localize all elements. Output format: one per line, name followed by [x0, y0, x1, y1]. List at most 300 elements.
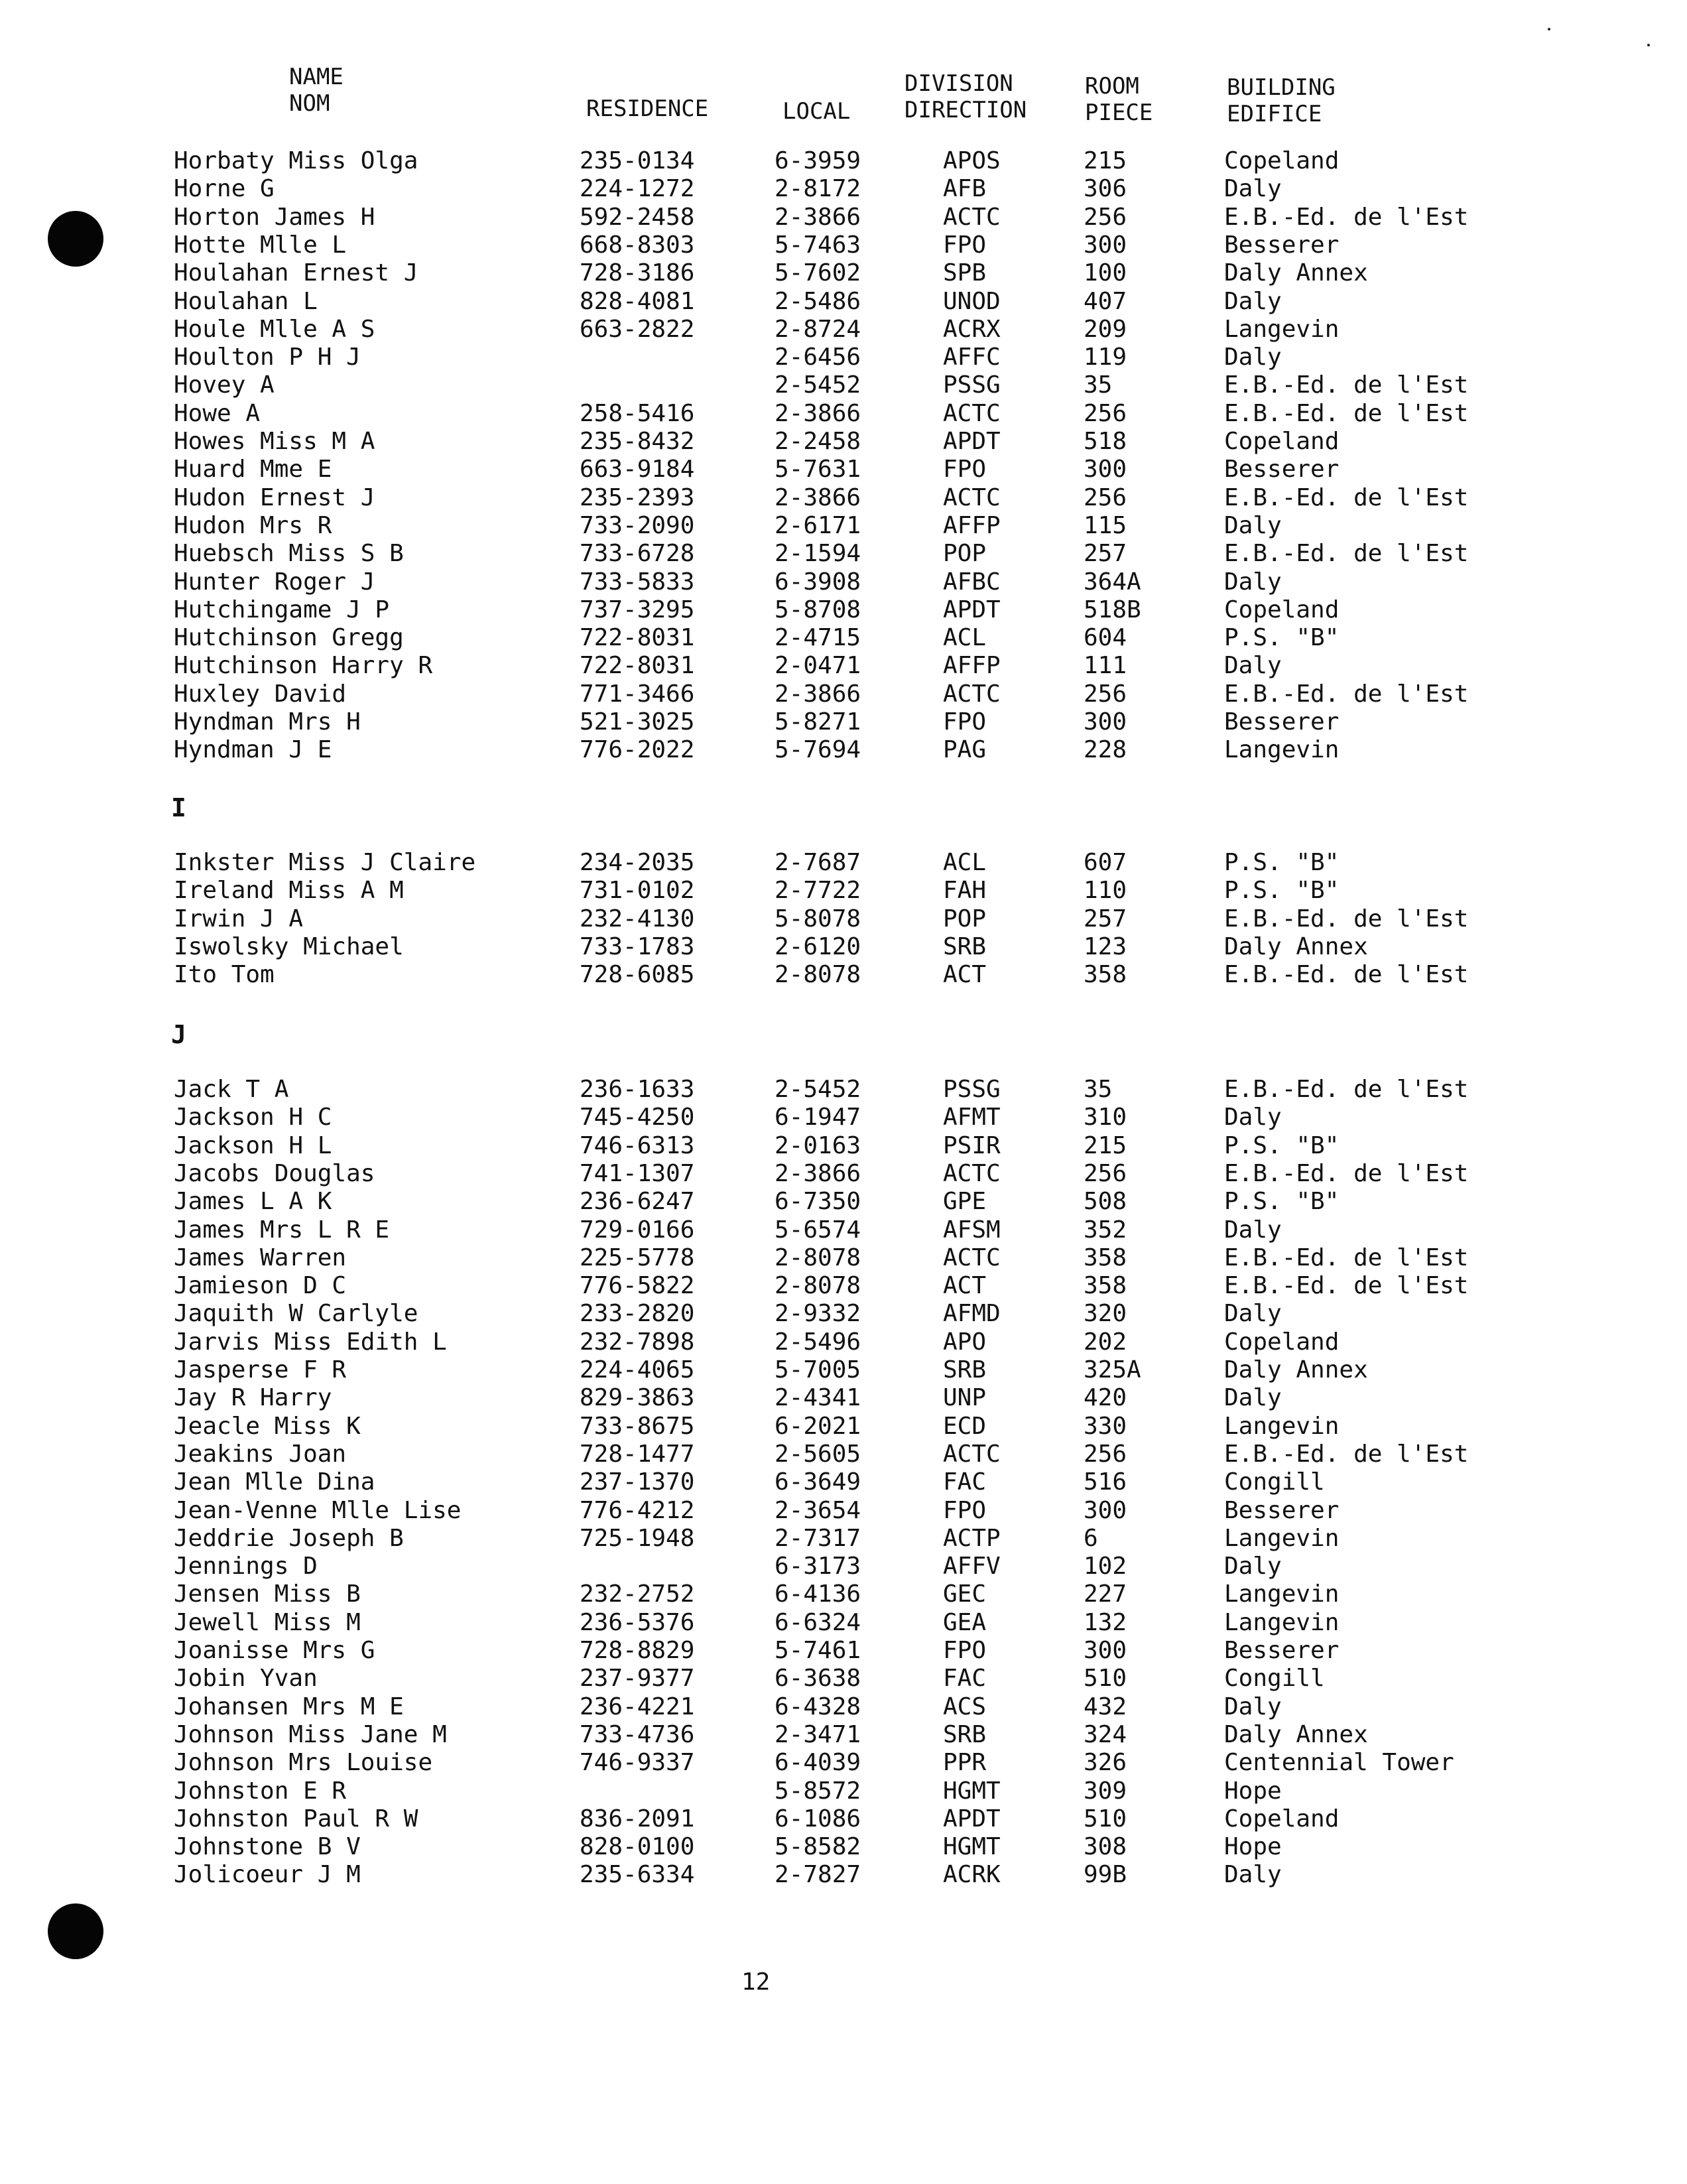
- header-building-line2: EDIFICE: [1227, 101, 1322, 127]
- cell-name: Johnston Paul R W: [174, 1805, 418, 1832]
- cell-room: 215: [1084, 1132, 1127, 1159]
- header-room-line2: PIECE: [1085, 99, 1153, 126]
- table-row: [0, 1637, 1687, 1665]
- cell-building: P.S. "B": [1224, 1132, 1340, 1159]
- cell-building: Copeland: [1224, 428, 1340, 455]
- cell-room: 228: [1084, 736, 1127, 763]
- cell-room: 256: [1084, 204, 1127, 231]
- cell-name: Howe A: [174, 400, 261, 427]
- cell-building: Centennial Tower: [1224, 1749, 1454, 1776]
- cell-local: 2-6120: [775, 933, 861, 960]
- cell-division: ACTC: [943, 1160, 1001, 1187]
- cell-division: FPO: [943, 1637, 987, 1664]
- cell-building: Daly: [1224, 175, 1282, 202]
- cell-division: APO: [943, 1328, 987, 1356]
- table-row: [0, 1244, 1687, 1272]
- cell-residence: 521-3025: [580, 708, 695, 736]
- cell-name: Horbaty Miss Olga: [174, 147, 418, 174]
- cell-name: Jean-Venne Mlle Lise: [174, 1497, 462, 1524]
- cell-name: Johnstone B V: [174, 1833, 361, 1860]
- cell-room: 510: [1084, 1805, 1127, 1832]
- cell-local: 5-7694: [775, 736, 861, 763]
- cell-building: Congill: [1224, 1468, 1325, 1496]
- cell-room: 604: [1084, 624, 1127, 651]
- cell-residence: 236-1633: [580, 1076, 695, 1103]
- cell-name: Howes Miss M A: [174, 428, 375, 455]
- cell-name: Jensen Miss B: [174, 1580, 361, 1608]
- cell-building: Daly Annex: [1224, 1721, 1368, 1748]
- cell-room: 306: [1084, 175, 1127, 202]
- table-row: [0, 147, 1687, 175]
- cell-local: 5-7631: [775, 456, 861, 483]
- cell-local: 5-8078: [775, 905, 861, 932]
- cell-division: AFFP: [943, 652, 1001, 679]
- cell-division: ACT: [943, 961, 987, 988]
- cell-division: AFBC: [943, 568, 1001, 596]
- cell-room: 300: [1084, 1497, 1127, 1524]
- table-row: [0, 1861, 1687, 1889]
- cell-name: Jackson H C: [174, 1104, 332, 1131]
- cell-name: Hovey A: [174, 371, 275, 399]
- cell-local: 5-8582: [775, 1833, 861, 1860]
- cell-building: Daly: [1224, 288, 1282, 315]
- table-row: [0, 1805, 1687, 1833]
- cell-name: Jobin Yvan: [174, 1665, 318, 1692]
- table-row: [0, 1272, 1687, 1300]
- header-building: [1227, 74, 1336, 127]
- cell-name: Jacobs Douglas: [174, 1160, 375, 1187]
- table-row: [0, 1468, 1687, 1496]
- header-residence-line1: RESIDENCE: [586, 96, 709, 122]
- cell-division: AFFV: [943, 1553, 1001, 1580]
- cell-room: 102: [1084, 1553, 1127, 1580]
- cell-division: GPE: [943, 1188, 987, 1215]
- cell-building: Daly: [1224, 1104, 1282, 1131]
- cell-division: ACL: [943, 624, 987, 651]
- cell-local: 2-5452: [775, 371, 861, 399]
- cell-room: 407: [1084, 288, 1127, 315]
- cell-building: Besserer: [1224, 1637, 1340, 1664]
- cell-room: 256: [1084, 484, 1127, 511]
- cell-room: 300: [1084, 456, 1127, 483]
- table-row: [0, 231, 1687, 259]
- cell-building: E.B.-Ed. de l'Est: [1224, 1244, 1469, 1271]
- cell-local: 5-7461: [775, 1637, 861, 1664]
- cell-building: Langevin: [1224, 1525, 1340, 1552]
- punch-hole-bottom: [48, 1903, 103, 1959]
- cell-name: Johnson Mrs Louise: [174, 1749, 433, 1776]
- table-row: [0, 933, 1687, 961]
- cell-division: FPO: [943, 1497, 987, 1524]
- cell-room: 99B: [1084, 1861, 1127, 1888]
- cell-name: Jeakins Joan: [174, 1441, 347, 1468]
- cell-local: 2-3471: [775, 1721, 861, 1748]
- cell-local: 2-8078: [775, 961, 861, 988]
- cell-room: 35: [1084, 1076, 1113, 1103]
- cell-building: Daly: [1224, 512, 1282, 539]
- cell-building: P.S. "B": [1224, 624, 1340, 651]
- speck: [1647, 44, 1650, 46]
- table-row: [0, 1609, 1687, 1637]
- cell-residence: 829-3863: [580, 1384, 695, 1411]
- cell-local: 2-5452: [775, 1076, 861, 1103]
- cell-local: 6-3649: [775, 1468, 861, 1496]
- cell-residence: 776-5822: [580, 1272, 695, 1299]
- cell-division: HGMT: [943, 1833, 1001, 1860]
- cell-room: 324: [1084, 1721, 1127, 1748]
- cell-building: E.B.-Ed. de l'Est: [1224, 905, 1469, 932]
- table-row: [0, 344, 1687, 371]
- cell-residence: 235-6334: [580, 1861, 695, 1888]
- cell-division: FPO: [943, 708, 987, 736]
- cell-room: 115: [1084, 512, 1127, 539]
- cell-building: Daly: [1224, 1216, 1282, 1244]
- cell-building: Daly: [1224, 1300, 1282, 1327]
- table-row: [0, 371, 1687, 399]
- cell-division: AFB: [943, 175, 987, 202]
- cell-room: 256: [1084, 1160, 1127, 1187]
- cell-local: 6-3638: [775, 1665, 861, 1692]
- table-row: [0, 512, 1687, 540]
- cell-building: Besserer: [1224, 1497, 1340, 1524]
- cell-local: 2-3866: [775, 204, 861, 231]
- cell-room: 256: [1084, 400, 1127, 427]
- cell-division: SRB: [943, 1356, 987, 1383]
- cell-division: ACT: [943, 1272, 987, 1299]
- cell-name: Jeddrie Joseph B: [174, 1525, 404, 1552]
- cell-name: Jarvis Miss Edith L: [174, 1328, 447, 1356]
- table-row: [0, 1833, 1687, 1861]
- cell-division: APOS: [943, 147, 1001, 174]
- cell-name: Jackson H L: [174, 1132, 332, 1159]
- cell-building: Besserer: [1224, 708, 1340, 736]
- table-row: [0, 456, 1687, 483]
- table-row: [0, 1580, 1687, 1608]
- cell-division: ACTC: [943, 484, 1001, 511]
- cell-local: 2-3866: [775, 484, 861, 511]
- cell-building: Daly Annex: [1224, 933, 1368, 960]
- cell-division: ACTP: [943, 1525, 1001, 1552]
- cell-local: 2-3866: [775, 400, 861, 427]
- cell-building: Daly: [1224, 1553, 1282, 1580]
- cell-residence: 236-4221: [580, 1693, 695, 1720]
- table-row: [0, 736, 1687, 764]
- header-division-line1: DIVISION: [905, 70, 1013, 97]
- cell-name: Hudon Mrs R: [174, 512, 332, 539]
- cell-residence: 237-1370: [580, 1468, 695, 1496]
- cell-local: 2-6171: [775, 512, 861, 539]
- cell-division: AFMD: [943, 1300, 1001, 1327]
- table-row: [0, 1553, 1687, 1580]
- cell-building: E.B.-Ed. de l'Est: [1224, 1272, 1469, 1299]
- cell-name: Jean Mlle Dina: [174, 1468, 375, 1496]
- cell-building: Daly: [1224, 1384, 1282, 1411]
- cell-local: 6-2021: [775, 1413, 861, 1440]
- cell-division: FPO: [943, 231, 987, 259]
- header-division: [905, 70, 1027, 123]
- section-letter: J: [171, 1020, 186, 1049]
- cell-local: 2-0471: [775, 652, 861, 679]
- cell-local: 2-7317: [775, 1525, 861, 1552]
- cell-division: PPR: [943, 1749, 987, 1776]
- cell-name: Jaquith W Carlyle: [174, 1300, 418, 1327]
- cell-local: 2-8078: [775, 1272, 861, 1299]
- cell-name: Horton James H: [174, 204, 375, 231]
- cell-residence: 235-8432: [580, 428, 695, 455]
- cell-room: 607: [1084, 849, 1127, 876]
- table-row: [0, 708, 1687, 736]
- header-name: [289, 64, 344, 117]
- header-division-line2: DIRECTION: [905, 97, 1027, 123]
- header-local: [782, 98, 850, 125]
- cell-residence: 722-8031: [580, 624, 695, 651]
- cell-division: ECD: [943, 1413, 987, 1440]
- cell-division: GEC: [943, 1580, 987, 1608]
- cell-building: E.B.-Ed. de l'Est: [1224, 1160, 1469, 1187]
- cell-room: 215: [1084, 147, 1127, 174]
- cell-residence: 232-2752: [580, 1580, 695, 1608]
- cell-room: 358: [1084, 1244, 1127, 1271]
- cell-local: 2-0163: [775, 1132, 861, 1159]
- cell-room: 308: [1084, 1833, 1127, 1860]
- cell-local: 5-6574: [775, 1216, 861, 1244]
- cell-local: 2-4715: [775, 624, 861, 651]
- cell-residence: 733-1783: [580, 933, 695, 960]
- cell-residence: 232-7898: [580, 1328, 695, 1356]
- cell-name: Hyndman Mrs H: [174, 708, 361, 736]
- cell-residence: 728-3186: [580, 259, 695, 287]
- cell-building: Hope: [1224, 1833, 1282, 1860]
- cell-local: 2-5496: [775, 1328, 861, 1356]
- cell-residence: 224-4065: [580, 1356, 695, 1383]
- cell-name: Hunter Roger J: [174, 568, 375, 596]
- cell-name: Houlton P H J: [174, 344, 361, 371]
- cell-name: James Warren: [174, 1244, 347, 1271]
- table-row: [0, 849, 1687, 877]
- cell-room: 432: [1084, 1693, 1127, 1720]
- cell-name: Hutchinson Gregg: [174, 624, 404, 651]
- cell-residence: 235-2393: [580, 484, 695, 511]
- cell-division: POP: [943, 540, 987, 567]
- cell-name: James L A K: [174, 1188, 332, 1215]
- cell-building: Daly: [1224, 344, 1282, 371]
- table-row: [0, 540, 1687, 568]
- cell-residence: 233-2820: [580, 1300, 695, 1327]
- table-row: [0, 1076, 1687, 1104]
- table-row: [0, 316, 1687, 344]
- table-row: [0, 1300, 1687, 1328]
- table-row: [0, 1749, 1687, 1777]
- cell-room: 123: [1084, 933, 1127, 960]
- cell-residence: 745-4250: [580, 1104, 695, 1131]
- cell-name: Hutchinson Harry R: [174, 652, 433, 679]
- cell-local: 5-7602: [775, 259, 861, 287]
- cell-division: HGMT: [943, 1777, 1001, 1805]
- table-row: [0, 1384, 1687, 1412]
- cell-room: 310: [1084, 1104, 1127, 1131]
- cell-residence: 236-5376: [580, 1609, 695, 1636]
- cell-room: 132: [1084, 1609, 1127, 1636]
- cell-local: 6-3959: [775, 147, 861, 174]
- cell-room: 358: [1084, 961, 1127, 988]
- cell-building: Daly: [1224, 1861, 1282, 1888]
- cell-residence: 237-9377: [580, 1665, 695, 1692]
- cell-room: 358: [1084, 1272, 1127, 1299]
- cell-local: 2-8172: [775, 175, 861, 202]
- cell-residence: 728-6085: [580, 961, 695, 988]
- cell-room: 309: [1084, 1777, 1127, 1805]
- cell-name: Hudon Ernest J: [174, 484, 375, 511]
- cell-division: PSSG: [943, 371, 1001, 399]
- table-row: [0, 1441, 1687, 1468]
- cell-local: 2-3654: [775, 1497, 861, 1524]
- cell-residence: 733-2090: [580, 512, 695, 539]
- cell-building: E.B.-Ed. de l'Est: [1224, 1076, 1469, 1103]
- cell-residence: 224-1272: [580, 175, 695, 202]
- cell-local: 6-3173: [775, 1553, 861, 1580]
- cell-division: ACTC: [943, 680, 1001, 708]
- cell-division: FAH: [943, 877, 987, 904]
- cell-name: Hotte Mlle L: [174, 231, 347, 259]
- cell-room: 518B: [1084, 596, 1141, 623]
- cell-local: 6-6324: [775, 1609, 861, 1636]
- cell-room: 326: [1084, 1749, 1127, 1776]
- cell-building: Copeland: [1224, 1328, 1340, 1356]
- cell-residence: 746-9337: [580, 1749, 695, 1776]
- cell-local: 6-3908: [775, 568, 861, 596]
- header-room-line1: ROOM: [1085, 73, 1139, 99]
- table-row: [0, 400, 1687, 428]
- cell-local: 6-4328: [775, 1693, 861, 1720]
- cell-residence: 746-6313: [580, 1132, 695, 1159]
- cell-residence: 733-5833: [580, 568, 695, 596]
- cell-local: 2-3866: [775, 680, 861, 708]
- cell-local: 2-7722: [775, 877, 861, 904]
- header-room: [1085, 73, 1153, 126]
- table-row: [0, 1188, 1687, 1216]
- cell-building: Langevin: [1224, 1580, 1340, 1608]
- cell-division: POP: [943, 905, 987, 932]
- cell-room: 209: [1084, 316, 1127, 343]
- cell-building: Besserer: [1224, 456, 1340, 483]
- cell-local: 2-5486: [775, 288, 861, 315]
- table-row: [0, 1721, 1687, 1749]
- cell-room: 227: [1084, 1580, 1127, 1608]
- cell-local: 2-3866: [775, 1160, 861, 1187]
- cell-room: 256: [1084, 680, 1127, 708]
- cell-name: Jack T A: [174, 1076, 289, 1103]
- cell-local: 6-4039: [775, 1749, 861, 1776]
- cell-local: 5-8271: [775, 708, 861, 736]
- header-local-line1: LOCAL: [782, 98, 851, 125]
- cell-name: Irwin J A: [174, 905, 304, 932]
- cell-name: James Mrs L R E: [174, 1216, 390, 1244]
- cell-division: AFSM: [943, 1216, 1001, 1244]
- cell-local: 6-1086: [775, 1805, 861, 1832]
- cell-residence: 741-1307: [580, 1160, 695, 1187]
- cell-residence: 232-4130: [580, 905, 695, 932]
- table-row: [0, 568, 1687, 596]
- cell-building: Congill: [1224, 1665, 1325, 1692]
- cell-name: Jasperse F R: [174, 1356, 347, 1383]
- cell-room: 257: [1084, 540, 1127, 567]
- cell-division: PSSG: [943, 1076, 1001, 1103]
- cell-residence: 722-8031: [580, 652, 695, 679]
- cell-local: 6-7350: [775, 1188, 861, 1215]
- cell-building: Langevin: [1224, 736, 1340, 763]
- cell-name: Houlahan Ernest J: [174, 259, 418, 287]
- cell-residence: 236-6247: [580, 1188, 695, 1215]
- cell-name: Johansen Mrs M E: [174, 1693, 404, 1720]
- cell-room: 110: [1084, 877, 1127, 904]
- cell-name: Iswolsky Michael: [174, 933, 404, 960]
- table-row: [0, 596, 1687, 624]
- cell-residence: 668-8303: [580, 231, 695, 259]
- table-row: [0, 1160, 1687, 1188]
- cell-building: E.B.-Ed. de l'Est: [1224, 961, 1469, 988]
- cell-name: Joanisse Mrs G: [174, 1637, 375, 1664]
- cell-division: ACTC: [943, 400, 1001, 427]
- cell-division: ACRX: [943, 316, 1001, 343]
- cell-room: 330: [1084, 1413, 1127, 1440]
- cell-division: ACL: [943, 849, 987, 876]
- header-name-line1: NAME: [289, 64, 344, 90]
- cell-division: ACS: [943, 1693, 987, 1720]
- cell-local: 2-4341: [775, 1384, 861, 1411]
- cell-division: SRB: [943, 1721, 987, 1748]
- page-number: 12: [741, 1968, 771, 1996]
- cell-name: Jewell Miss M: [174, 1609, 361, 1636]
- cell-division: APDT: [943, 596, 1001, 623]
- cell-local: 5-7005: [775, 1356, 861, 1383]
- table-row: [0, 1777, 1687, 1805]
- cell-local: 2-7827: [775, 1861, 861, 1888]
- cell-room: 518: [1084, 428, 1127, 455]
- cell-name: Johnston E R: [174, 1777, 347, 1805]
- table-row: [0, 1104, 1687, 1131]
- cell-division: AFMT: [943, 1104, 1001, 1131]
- cell-building: P.S. "B": [1224, 849, 1340, 876]
- table-row: [0, 1693, 1687, 1721]
- cell-residence: 728-8829: [580, 1637, 695, 1664]
- cell-name: Hutchingame J P: [174, 596, 390, 623]
- table-row: [0, 877, 1687, 905]
- cell-building: E.B.-Ed. de l'Est: [1224, 680, 1469, 708]
- cell-name: Johnson Miss Jane M: [174, 1721, 447, 1748]
- cell-room: 257: [1084, 905, 1127, 932]
- cell-local: 2-6456: [775, 344, 861, 371]
- cell-room: 320: [1084, 1300, 1127, 1327]
- table-row: [0, 1356, 1687, 1384]
- cell-name: Jeacle Miss K: [174, 1413, 361, 1440]
- cell-residence: 725-1948: [580, 1525, 695, 1552]
- cell-room: 516: [1084, 1468, 1127, 1496]
- cell-name: Jolicoeur J M: [174, 1861, 361, 1888]
- cell-division: UNP: [943, 1384, 987, 1411]
- header-name-line2: NOM: [289, 90, 330, 117]
- cell-division: SRB: [943, 933, 987, 960]
- cell-name: Hyndman J E: [174, 736, 332, 763]
- cell-building: Daly Annex: [1224, 259, 1368, 287]
- cell-building: Daly: [1224, 1693, 1282, 1720]
- header-building-line1: BUILDING: [1227, 74, 1336, 101]
- table-row: [0, 1328, 1687, 1356]
- cell-residence: 776-4212: [580, 1497, 695, 1524]
- cell-building: P.S. "B": [1224, 877, 1340, 904]
- cell-local: 2-8724: [775, 316, 861, 343]
- table-row: [0, 905, 1687, 933]
- cell-residence: 729-0166: [580, 1216, 695, 1244]
